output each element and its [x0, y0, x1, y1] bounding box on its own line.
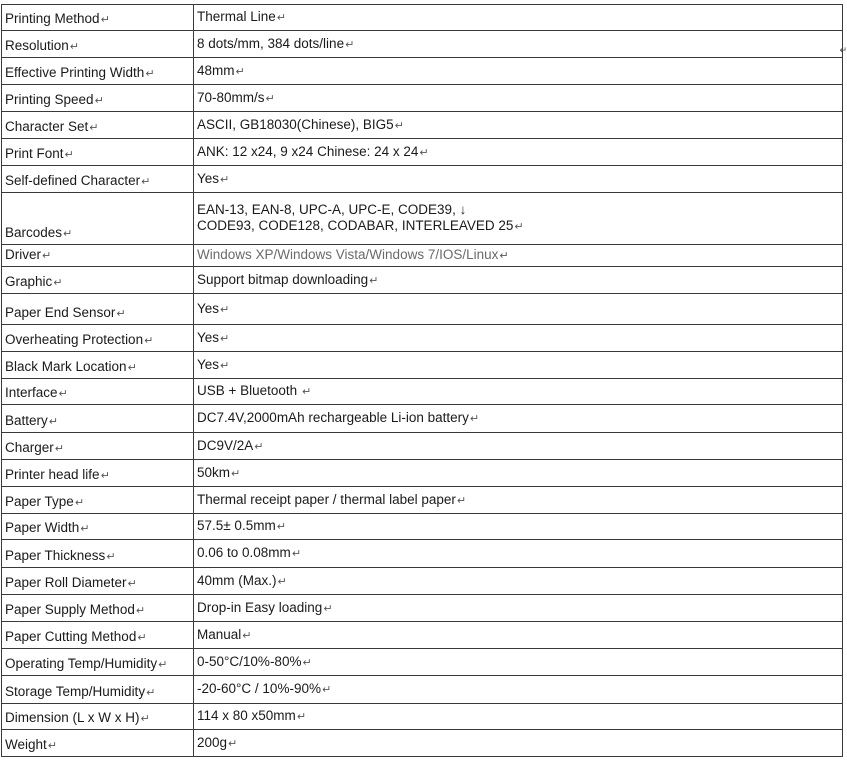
spec-row — [2, 325, 843, 352]
paragraph-mark-icon: ↵ — [89, 122, 99, 134]
spec-row — [2, 704, 843, 730]
spec-row — [2, 405, 843, 433]
spec-value-cell — [194, 595, 843, 622]
spec-value-cell — [194, 352, 843, 379]
spec-value: ANK: 12 x24, 9 x24 Chinese: 24 x 24 — [197, 143, 419, 159]
spec-value: 0.06 to 0.08mm — [197, 545, 291, 560]
paragraph-mark-icon: ↵ — [69, 41, 80, 53]
spec-value-cell — [194, 730, 843, 757]
spec-value: Thermal Line — [197, 9, 276, 24]
paragraph-mark-icon: ↵ — [220, 332, 230, 345]
spec-value-cell — [194, 379, 843, 405]
spec-label-cell — [2, 595, 194, 622]
spec-label-cell — [2, 5, 194, 31]
paragraph-mark-icon: ↵ — [58, 388, 68, 400]
spec-row — [2, 379, 843, 405]
spec-label: Paper Thickness — [5, 548, 106, 563]
spec-value: -20-60°C / 10%-90% — [197, 681, 321, 696]
spec-value-cell — [194, 487, 843, 514]
spec-label: Printer head life — [5, 467, 100, 482]
spec-label: Storage Temp/Humidity — [5, 684, 146, 699]
spec-label-cell — [2, 31, 194, 58]
spec-value: 70-80mm/s — [197, 89, 265, 105]
paragraph-mark-icon: ↵ — [469, 413, 480, 425]
spec-row — [2, 514, 843, 540]
spec-row — [2, 433, 843, 460]
spec-value-cell — [194, 568, 843, 595]
paragraph-mark-icon: ↵ — [137, 632, 147, 644]
paragraph-mark-icon: ↵ — [301, 386, 312, 398]
spec-value-cell — [194, 85, 843, 112]
paragraph-mark-icon: ↵ — [42, 250, 52, 262]
paragraph-mark-icon: ↵ — [277, 575, 287, 588]
paragraph-mark-icon: ↵ — [80, 523, 90, 535]
spec-label-cell — [2, 379, 194, 405]
spec-value: Manual — [197, 626, 242, 642]
spec-value: Support bitmap downloading — [197, 271, 369, 287]
spec-label-cell — [2, 112, 194, 139]
paragraph-mark-icon: ↵ — [394, 119, 404, 132]
spec-value-cell — [194, 5, 843, 31]
spec-value-cell — [194, 433, 843, 460]
spec-row — [2, 85, 843, 112]
spec-label: Paper Type — [5, 494, 74, 509]
spec-label: Interface — [5, 385, 58, 400]
paragraph-mark-icon: ↵ — [276, 521, 286, 533]
spec-row — [2, 193, 843, 245]
paragraph-mark-icon: ↵ — [499, 250, 509, 262]
spec-label: Graphic — [5, 274, 53, 289]
spec-row — [2, 352, 843, 379]
spec-label: Operating Temp/Humidity — [5, 656, 158, 671]
spec-value-cell — [194, 294, 843, 325]
spec-row — [2, 58, 843, 85]
spec-value: Windows XP/Windows Vista/Windows 7/IOS/Linux — [197, 247, 499, 262]
paragraph-mark-icon: ↵ — [276, 12, 287, 24]
paragraph-mark-icon: ↵ — [106, 551, 116, 563]
paragraph-mark-icon: ↵ — [145, 68, 155, 80]
spec-label-cell — [2, 622, 194, 649]
spec-value-cell — [194, 649, 843, 676]
paragraph-mark-icon: ↵ — [345, 38, 355, 51]
spec-label: Printing Speed — [5, 92, 94, 107]
paragraph-mark-icon: ↵ — [254, 440, 264, 453]
paragraph-mark-icon: ↵ — [47, 740, 57, 752]
paragraph-mark-icon: ↵ — [228, 737, 238, 750]
spec-label: Overheating Protection — [5, 332, 144, 347]
paragraph-mark-icon: ↵ — [94, 95, 104, 107]
paragraph-mark-icon: ↵ — [74, 497, 85, 509]
spec-label-cell — [2, 540, 194, 568]
spec-value: DC9V/2A — [197, 437, 254, 453]
paragraph-mark-icon: ↵ — [242, 629, 252, 642]
spec-value-line — [197, 218, 842, 235]
spec-row — [2, 294, 843, 325]
spec-label-cell — [2, 85, 194, 112]
spec-label-cell — [2, 704, 194, 730]
spec-label: Character Set — [5, 119, 89, 134]
spec-label-cell — [2, 433, 194, 460]
spec-value: 48mm — [197, 62, 235, 78]
spec-row — [2, 5, 843, 31]
spec-value: Yes — [197, 300, 220, 316]
spec-label-cell — [2, 352, 194, 379]
paragraph-mark-icon: ↵ — [235, 65, 245, 78]
paragraph-mark-icon: ↵ — [48, 416, 58, 428]
paragraph-mark-icon: ↵ — [127, 362, 137, 374]
spec-value-cell — [194, 540, 843, 568]
paragraph-mark-icon: ↵ — [220, 173, 230, 186]
spec-table — [1, 4, 843, 757]
spec-value-cell — [194, 31, 843, 58]
paragraph-mark-icon: ↵ — [146, 687, 156, 699]
spec-label: Effective Printing Width — [5, 65, 145, 80]
spec-label: Dimension (L x W x H) — [5, 710, 140, 725]
paragraph-mark-icon: ↵ — [141, 176, 151, 188]
spec-value-cell — [194, 193, 843, 245]
spec-value: 200g — [197, 734, 228, 750]
spec-value: 114 x 80 x50mm — [197, 708, 296, 723]
paragraph-mark-icon: ↵ — [220, 359, 230, 372]
spec-label-cell — [2, 267, 194, 294]
spec-label-cell — [2, 193, 194, 245]
spec-value-cell — [194, 460, 843, 487]
paragraph-mark-icon: ↵ — [135, 605, 146, 617]
spec-value-cell — [194, 112, 843, 139]
paragraph-mark-icon: ↵ — [127, 578, 137, 590]
spec-row — [2, 112, 843, 139]
paragraph-mark-icon: ↵ — [116, 308, 126, 320]
paragraph-mark-icon: ↵ — [100, 470, 110, 482]
spec-value: Yes — [197, 356, 220, 372]
paragraph-mark-icon: ↵ — [369, 274, 379, 287]
spec-value-cell — [194, 514, 843, 540]
spec-value-cell — [194, 405, 843, 433]
spec-value: ASCII, GB18030(Chinese), BIG5 — [197, 116, 394, 132]
spec-label-cell — [2, 649, 194, 676]
spec-row — [2, 595, 843, 622]
spec-label: Black Mark Location — [5, 359, 127, 374]
paragraph-mark-icon: ↵ — [158, 659, 168, 671]
spec-value: Yes — [197, 329, 220, 345]
spec-label: Battery — [5, 413, 48, 428]
spec-row — [2, 166, 843, 193]
spec-label-cell — [2, 730, 194, 757]
spec-label-cell — [2, 139, 194, 166]
paragraph-mark-icon: ↵ — [64, 149, 74, 161]
paragraph-mark-icon: ↵ — [63, 228, 73, 240]
spec-label: Driver — [5, 247, 41, 262]
spec-row — [2, 245, 843, 267]
spec-value-continued: CODE93, CODE128, CODABAR, INTERLEAVED 25 — [197, 218, 514, 233]
spec-label-cell — [2, 166, 194, 193]
paragraph-mark-icon: ↵ — [456, 494, 467, 507]
spec-label: Paper Width — [5, 520, 80, 535]
spec-label: Paper Supply Method — [5, 602, 135, 617]
spec-row — [2, 676, 843, 704]
spec-label: Barcodes — [5, 225, 63, 240]
paragraph-mark-icon: ↵ — [100, 14, 110, 26]
spec-label: Charger — [5, 440, 54, 455]
spec-row — [2, 139, 843, 166]
spec-row — [2, 31, 843, 58]
spec-value-cell — [194, 622, 843, 649]
spec-row — [2, 622, 843, 649]
spec-value: EAN-13, EAN-8, UPC-A, UPC-E, CODE39, ↓ — [197, 202, 467, 217]
spec-label-cell — [2, 294, 194, 325]
spec-value: Drop-in Easy loading — [197, 599, 323, 615]
spec-label-cell — [2, 568, 194, 595]
paragraph-mark-icon: ↵ — [54, 443, 64, 455]
paragraph-mark-icon: ↵ — [291, 548, 302, 560]
spec-value-cell — [194, 325, 843, 352]
spec-label-cell — [2, 676, 194, 704]
spec-value: 0-50°C/10%-80% — [197, 653, 302, 669]
spec-value: 40mm (Max.) — [197, 572, 277, 588]
paragraph-mark-icon: ↵ — [302, 656, 312, 669]
spec-label-cell — [2, 325, 194, 352]
spec-value-cell — [194, 676, 843, 704]
spec-label-cell — [2, 487, 194, 514]
spec-row — [2, 267, 843, 294]
spec-value-cell — [194, 245, 843, 267]
spec-label-cell — [2, 58, 194, 85]
spec-value: 8 dots/mm, 384 dots/line — [197, 35, 345, 51]
spec-label-cell — [2, 460, 194, 487]
spec-row — [2, 540, 843, 568]
spec-value-cell — [194, 139, 843, 166]
paragraph-mark-icon: ↵ — [144, 335, 154, 347]
paragraph-mark-icon: ↵ — [514, 221, 524, 233]
spec-value-cell — [194, 267, 843, 294]
spec-row — [2, 730, 843, 757]
paragraph-mark-icon: ↵ — [220, 303, 230, 316]
paragraph-mark-icon: ↵ — [140, 713, 150, 725]
spec-label-cell — [2, 405, 194, 433]
spec-label-cell — [2, 245, 194, 267]
spec-value: 57.5± 0.5mm — [197, 518, 276, 533]
spec-value: USB + Bluetooth — [197, 383, 301, 398]
spec-label: Weight — [5, 737, 47, 752]
spec-row — [2, 487, 843, 514]
spec-value: 50km — [197, 464, 231, 480]
spec-row — [2, 460, 843, 487]
paragraph-mark-icon: ↵ — [321, 684, 332, 696]
spec-row — [2, 568, 843, 595]
paragraph-mark-icon: ↵ — [323, 602, 333, 615]
paragraph-mark-icon: ↵ — [53, 277, 63, 289]
spec-value-cell — [194, 166, 843, 193]
spec-label: Paper Cutting Method — [5, 629, 137, 644]
spec-label-cell — [2, 514, 194, 540]
spec-value-cell — [194, 704, 843, 730]
paragraph-mark-icon: ↵ — [231, 467, 241, 480]
paragraph-mark-icon: ↵ — [265, 92, 275, 105]
spec-value-cell — [194, 58, 843, 85]
spec-label: Self-defined Character — [5, 173, 141, 188]
spec-label: Paper Roll Diameter — [5, 575, 127, 590]
page-edge-mark: ↵ — [839, 46, 847, 56]
spec-label: Printing Method — [5, 11, 100, 26]
spec-row — [2, 649, 843, 676]
spec-value: Yes — [197, 170, 220, 186]
spec-value: DC7.4V,2000mAh rechargeable Li-ion battery — [197, 410, 469, 425]
spec-value: Thermal receipt paper / thermal label paper — [197, 491, 456, 507]
spec-label: Paper End Sensor — [5, 305, 116, 320]
paragraph-mark-icon: ↵ — [296, 711, 307, 723]
spec-label: Resolution — [5, 38, 69, 53]
paragraph-mark-icon: ↵ — [419, 146, 429, 159]
spec-table-body — [2, 5, 843, 757]
spec-label: Print Font — [5, 146, 64, 161]
